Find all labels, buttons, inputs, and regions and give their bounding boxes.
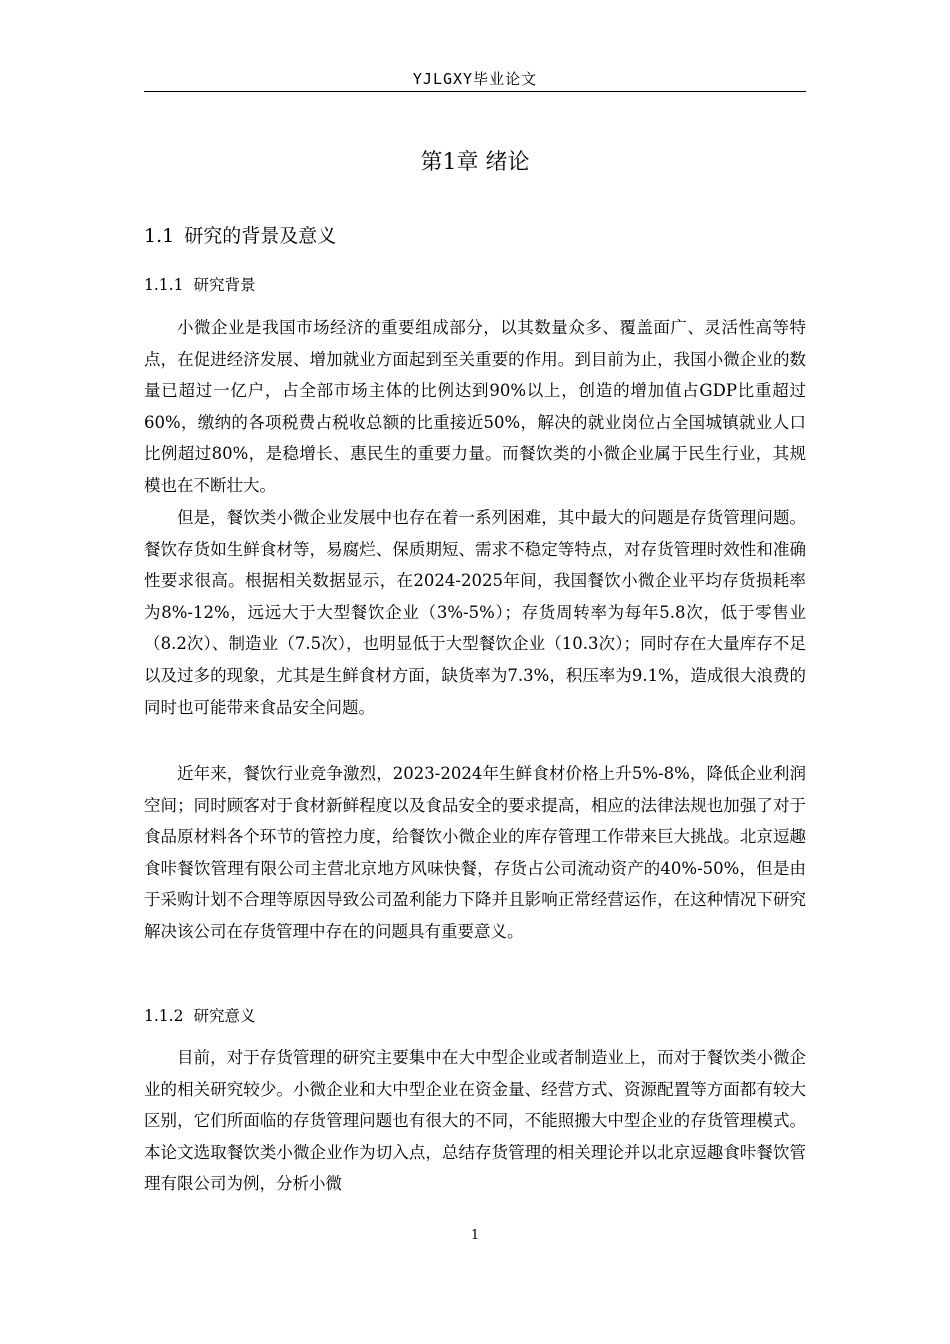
chapter-title: 第1章 绪论: [420, 150, 530, 175]
subsection-title: 研究背景: [193, 276, 256, 294]
section-number: 1.1: [144, 225, 175, 247]
subsection-number: 1.1.2: [144, 1007, 184, 1025]
page-header: YJLGXY毕业论文: [412, 70, 538, 88]
subsection-title: 研究意义: [193, 1007, 256, 1025]
body-paragraph: 近年来，餐饮行业竞争激烈，2023-2024年生鲜食材价格上升5%-8%，降低企业利润空间；同时顾客对于食材新鲜程度以及食品安全的要求提高，相应的法律法规也加强了对于食品原材料各个环节的管控力度，给餐饮小微企业的库存管理工作带来巨大挑战。北京逗趣食咔餐饮管理有限公司主营北京地方风味快餐，存货占公司流动资产的40%-50%，但是由于采购计划不合理等原因导致公司盈利能力下降并且影响正常经营运作，在这种情况下研究解决该公司在存货管理中存在的问题具有重要意义。: [144, 764, 806, 941]
page-number: 1: [470, 1228, 480, 1243]
section-heading: [144, 222, 336, 250]
section-title: 研究的背景及意义: [184, 225, 337, 247]
header-divider: [144, 91, 806, 92]
body-paragraph: 但是，餐饮类小微企业发展中也存在着一系列困难，其中最大的问题是存货管理问题。餐饮存货如生鲜食材等，易腐烂、保质期短、需求不稳定等特点，对存货管理时效性和准确性要求很高。根据相关数据显示，在2024-2025年间，我国餐饮小微企业平均存货损耗率为8%-12%，远远大于大型餐饮企业（3%-5%）；存货周转率为每年5.8次，低于零售业（8.2次）、制造业（7.5次），也明显低于大型餐饮企业（10.3次）；同时存在大量库存不足以及过多的现象，尤其是生鲜食材方面，缺货率为7.3%，积压率为9.1%，造成很大浪费的同时也可能带来食品安全问题。: [144, 508, 806, 717]
subsection-heading: [144, 1005, 255, 1027]
subsection-heading: [144, 274, 255, 296]
body-paragraph: 目前，对于存货管理的研究主要集中在大中型企业或者制造业上，而对于餐饮类小微企业的相关研究较少。小微企业和大中型企业在资金量、经营方式、资源配置等方面都有较大区别，它们所面临的存货管理问题也有很大的不同，不能照搬大中型企业的存货管理模式。本论文选取餐饮类小微企业作为切入点，总结存货管理的相关理论并以北京逗趣食咔餐饮管理有限公司为例，分析小微: [144, 1048, 806, 1194]
subsection-number: 1.1.1: [144, 276, 184, 294]
body-paragraph: 小微企业是我国市场经济的重要组成部分，以其数量众多、覆盖面广、灵活性高等特点，在促进经济发展、增加就业方面起到至关重要的作用。到目前为止，我国小微企业的数量已超过一亿户，占全部市场主体的比例达到90%以上，创造的增加值占GDP比重超过60%，缴纳的各项税费占税收总额的比重接近50%，解决的就业岗位占全国城镇就业人口比例超过80%，是稳增长、惠民生的重要力量。而餐饮类的小微企业属于民生行业，其规模也在不断壮大。: [144, 318, 806, 495]
